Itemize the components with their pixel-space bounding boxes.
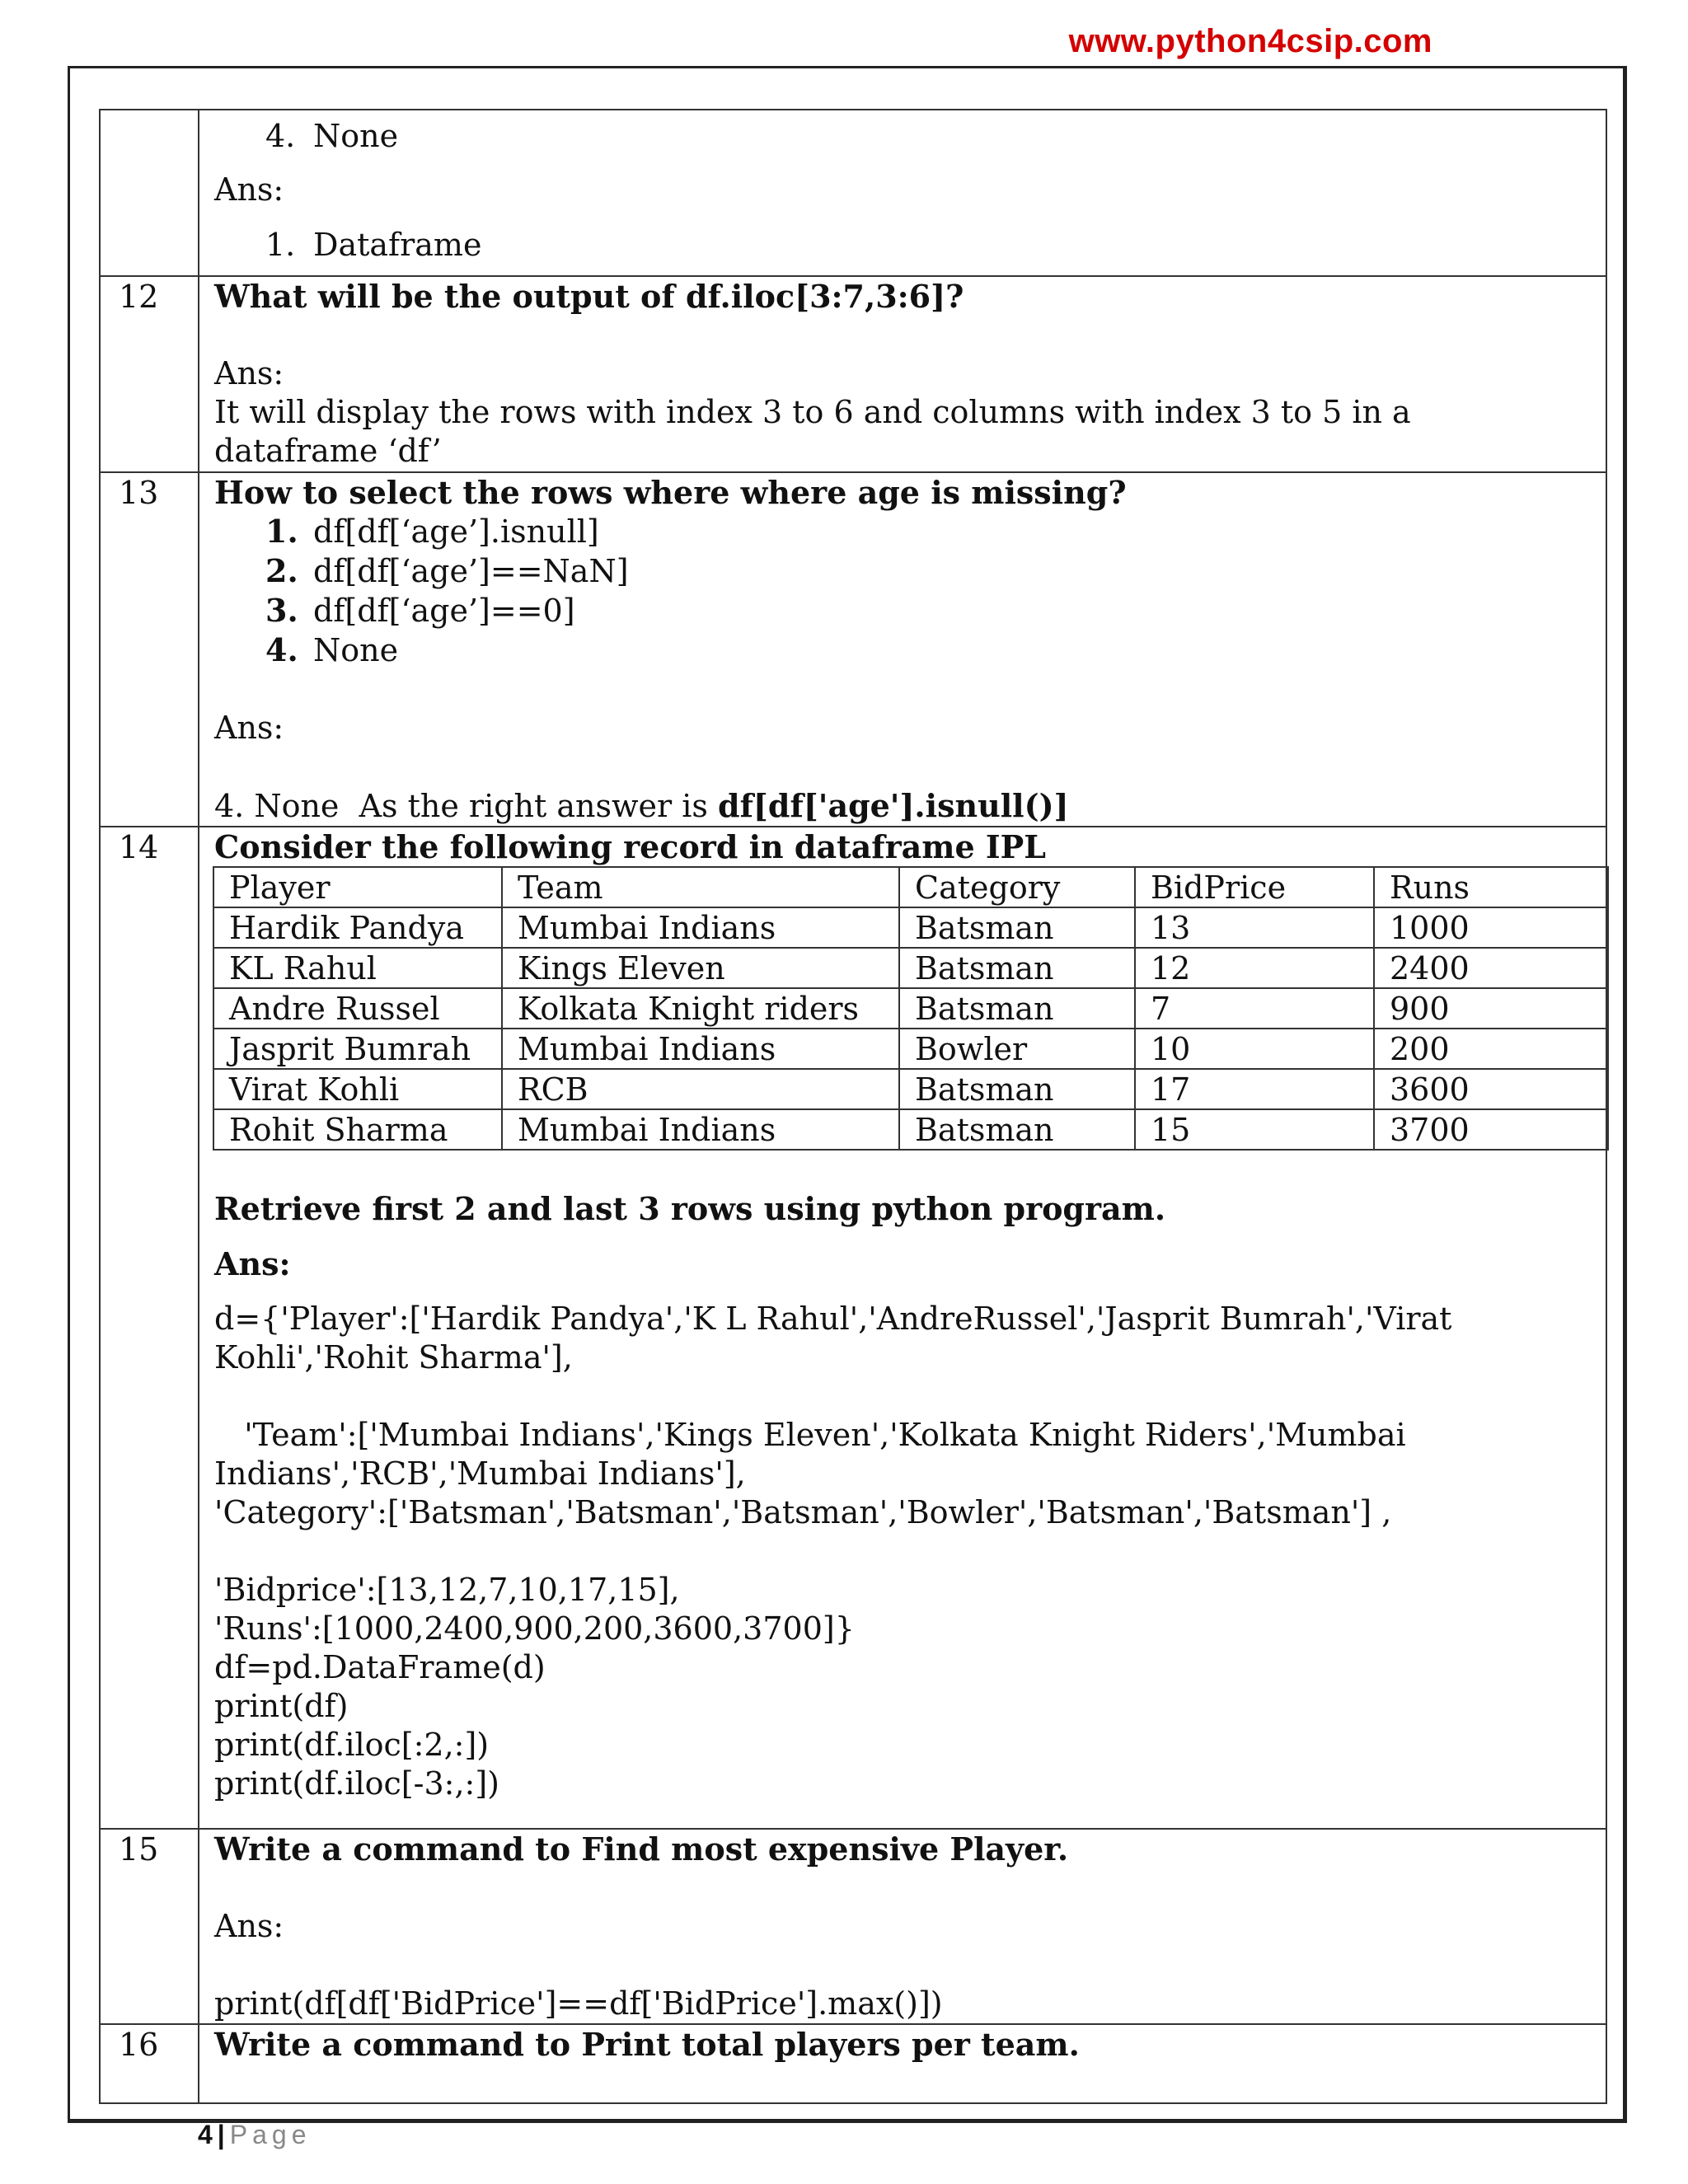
q11-answer: 1. Dataframe xyxy=(265,227,482,263)
cell-team: Mumbai Indians xyxy=(502,1109,899,1150)
footer-separator: | xyxy=(217,2120,225,2149)
cell-category: Batsman xyxy=(899,1109,1135,1150)
cell-player: KL Rahul xyxy=(213,948,502,988)
content-cell-q14 xyxy=(199,827,1606,1829)
table-row xyxy=(213,1069,1608,1109)
question-number: 15 xyxy=(100,1829,199,2024)
cell-player: Jasprit Bumrah xyxy=(213,1029,502,1069)
q15-ans-label: Ans: xyxy=(214,1908,284,1944)
cell-bidprice: 13 xyxy=(1135,907,1374,948)
code-line: 'Category':['Batsman','Batsman','Batsman','Bowler','Batsman','Batsman'] , xyxy=(214,1494,1392,1530)
question-number: 12 xyxy=(100,276,199,472)
cell-team: RCB xyxy=(502,1069,899,1109)
table-row xyxy=(213,907,1608,948)
q13-option-1: 1. df[df[‘age’].isnull] xyxy=(265,513,599,550)
site-url[interactable]: www.python4csip.com xyxy=(1068,23,1432,59)
code-line: 'Team':['Mumbai Indians','Kings Eleven','Kolkata Knight Riders','Mumbai xyxy=(214,1417,1406,1453)
q14-ans-label: Ans: xyxy=(214,1245,291,1282)
question-number: 16 xyxy=(100,2024,199,2103)
q13-answer-code: df[df['age'].isnull()] xyxy=(718,787,1069,824)
code-line: print(df) xyxy=(214,1688,349,1724)
code-line xyxy=(214,1377,1606,1416)
cell-team: Kings Eleven xyxy=(502,948,899,988)
page-label: Page xyxy=(229,2120,312,2149)
code-line: 'Runs':[1000,2400,900,200,3600,3700]} xyxy=(214,1610,855,1647)
row-q16 xyxy=(100,2024,1606,2103)
col-header-bidprice: BidPrice xyxy=(1135,867,1374,907)
col-header-player: Player xyxy=(213,867,502,907)
table-row xyxy=(213,988,1608,1029)
qa-table xyxy=(99,109,1607,2104)
cell-team: Kolkata Knight riders xyxy=(502,988,899,1029)
cell-bidprice: 12 xyxy=(1135,948,1374,988)
code-line: df=pd.DataFrame(d) xyxy=(214,1649,546,1685)
row-q11 xyxy=(100,110,1606,276)
row-q13 xyxy=(100,472,1606,827)
cell-bidprice: 15 xyxy=(1135,1109,1374,1150)
q13-option-4: 4. None xyxy=(265,631,399,668)
table-row xyxy=(213,1109,1608,1150)
row-q12 xyxy=(100,276,1606,472)
cell-player: Hardik Pandya xyxy=(213,907,502,948)
code-line: 'Bidprice':[13,12,7,10,17,15], xyxy=(214,1572,680,1608)
cell-team: Mumbai Indians xyxy=(502,907,899,948)
col-header-runs: Runs xyxy=(1374,867,1608,907)
q15-question: Write a command to Find most expensive Player. xyxy=(214,1830,1069,1868)
q12-question: What will be the output of df.iloc[3:7,3:6]? xyxy=(214,278,964,315)
q14-question: Consider the following record in dataframe IPL xyxy=(214,828,1046,865)
q13-option-3: 3. df[df[‘age’]==0] xyxy=(265,592,575,629)
cell-category: Batsman xyxy=(899,1069,1135,1109)
cell-bidprice: 7 xyxy=(1135,988,1374,1029)
row-q14 xyxy=(100,827,1606,1829)
cell-bidprice: 10 xyxy=(1135,1029,1374,1069)
cell-category: Bowler xyxy=(899,1029,1135,1069)
code-line: Indians','RCB','Mumbai Indians'], xyxy=(214,1455,746,1492)
code-line xyxy=(214,1532,1606,1571)
content-cell-q13 xyxy=(199,472,1606,827)
cell-runs: 1000 xyxy=(1374,907,1608,948)
question-number: 14 xyxy=(100,827,199,1829)
table-row xyxy=(213,948,1608,988)
content-cell-q15 xyxy=(199,1829,1606,2024)
page-footer xyxy=(198,2120,311,2150)
cell-category: Batsman xyxy=(899,988,1135,1029)
code-line: print(df.iloc[:2,:]) xyxy=(214,1727,490,1763)
cell-player: Andre Russel xyxy=(213,988,502,1029)
q12-ans-label: Ans: xyxy=(214,355,284,391)
question-number: 13 xyxy=(100,472,199,827)
row-q15 xyxy=(100,1829,1606,2024)
col-header-team: Team xyxy=(502,867,899,907)
page-number: 4 xyxy=(198,2120,213,2149)
q11-ans-label: Ans: xyxy=(214,171,284,208)
ipl-record-table xyxy=(213,866,1609,1151)
content-cell-q11 xyxy=(199,110,1606,276)
q15-answer: print(df[df['BidPrice']==df['BidPrice'].max()]) xyxy=(214,1985,943,2022)
q12-answer: It will display the rows with index 3 to 6 and columns with index 3 to 5 in a dataframe ‘df’ xyxy=(214,394,1411,469)
cell-runs: 3700 xyxy=(1374,1109,1608,1150)
q16-question: Write a command to Print total players per team. xyxy=(214,2026,1080,2063)
cell-player: Rohit Sharma xyxy=(213,1109,502,1150)
cell-runs: 900 xyxy=(1374,988,1608,1029)
cell-runs: 200 xyxy=(1374,1029,1608,1069)
num-cell-q11 xyxy=(100,110,199,276)
cell-runs: 3600 xyxy=(1374,1069,1608,1109)
q13-answer: 4. None As the right answer is df[df['age'].isnull()] xyxy=(214,787,1069,824)
content-cell-q12 xyxy=(199,276,1606,472)
code-line: d={'Player':['Hardik Pandya','K L Rahul','AndreRussel','Jasprit Bumrah','Virat xyxy=(214,1301,1452,1337)
q13-question: How to select the rows where where age is missing? xyxy=(214,474,1127,511)
table-row xyxy=(213,1029,1608,1069)
code-line: Kohli','Rohit Sharma'], xyxy=(214,1339,573,1376)
ipl-table-header xyxy=(213,867,1608,907)
q14-code-block xyxy=(214,1300,1606,1803)
q11-option-4: 4. None xyxy=(265,118,399,154)
cell-category: Batsman xyxy=(899,907,1135,948)
cell-runs: 2400 xyxy=(1374,948,1608,988)
code-line: print(df.iloc[-3:,:]) xyxy=(214,1765,499,1802)
cell-team: Mumbai Indians xyxy=(502,1029,899,1069)
q13-option-2: 2. df[df[‘age’]==NaN] xyxy=(265,552,629,589)
cell-player: Virat Kohli xyxy=(213,1069,502,1109)
q14-task: Retrieve first 2 and last 3 rows using python program. xyxy=(214,1190,1166,1227)
col-header-category: Category xyxy=(899,867,1135,907)
cell-bidprice: 17 xyxy=(1135,1069,1374,1109)
cell-category: Batsman xyxy=(899,948,1135,988)
q13-ans-label: Ans: xyxy=(214,710,284,746)
content-cell-q16 xyxy=(199,2024,1606,2103)
